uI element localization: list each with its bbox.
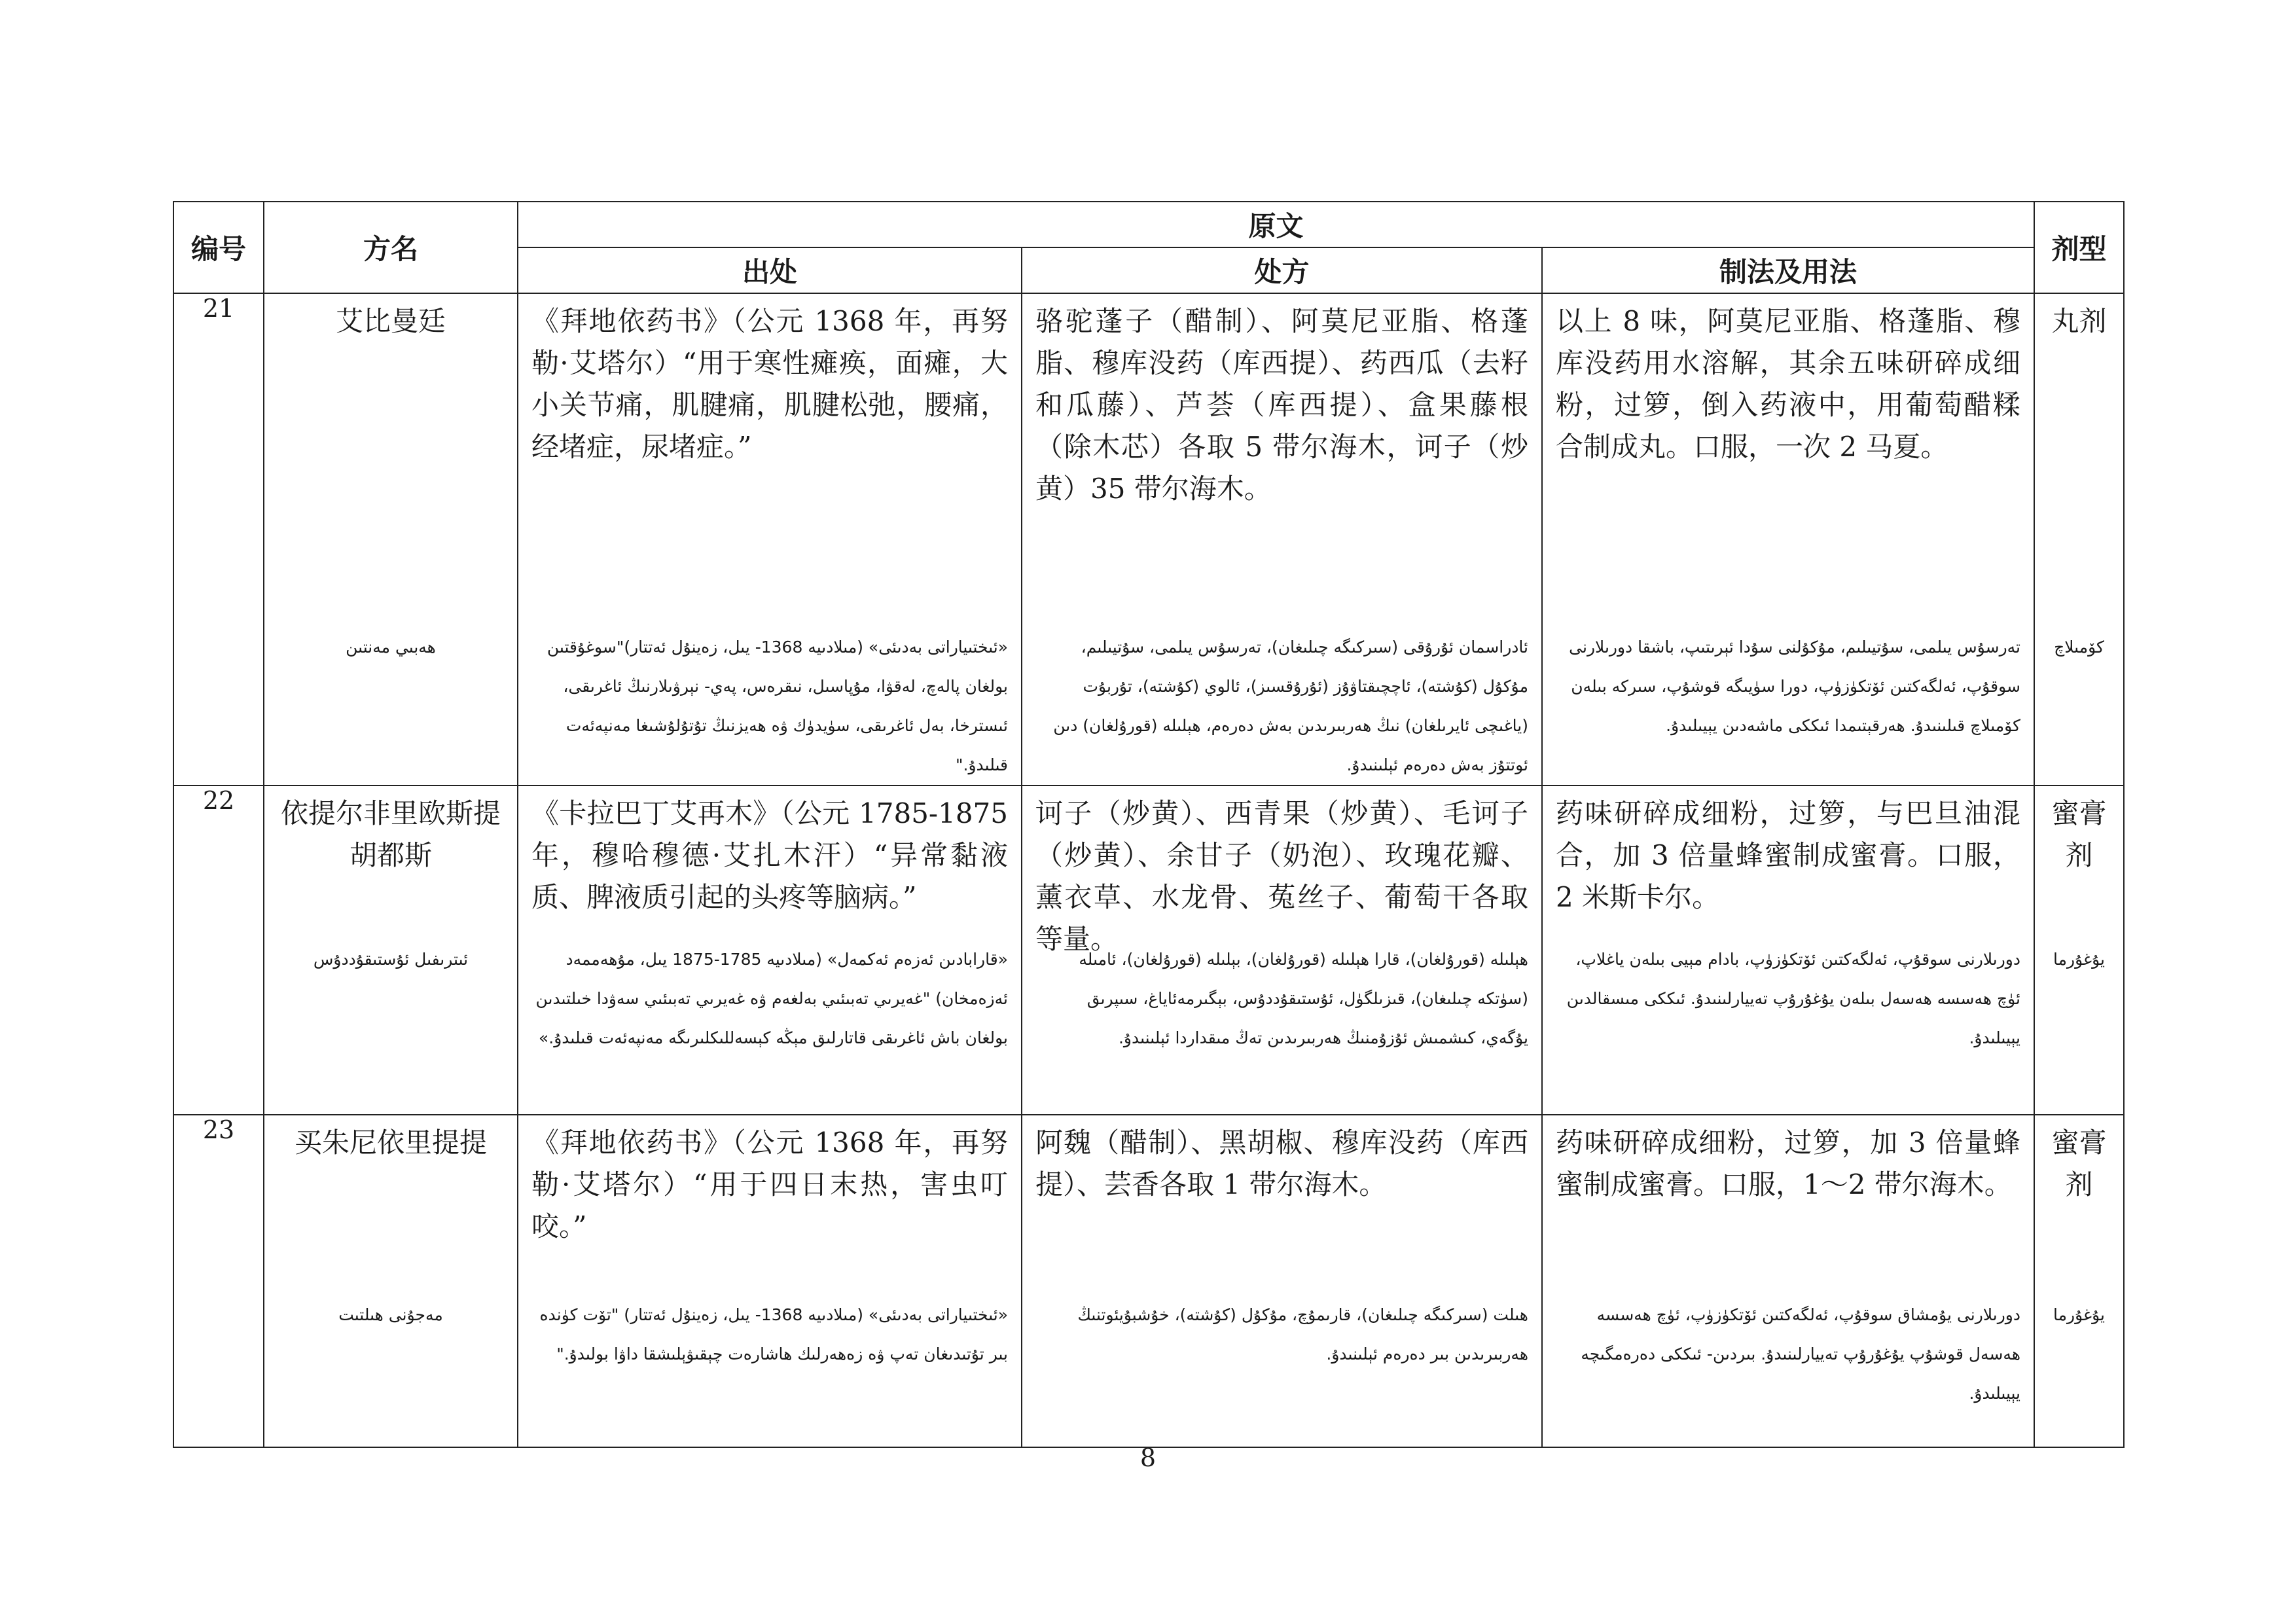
name-ug: ھەبىي مەنتىن [346, 638, 436, 657]
name-cn: 买朱尼依里提提 [294, 1127, 487, 1159]
form-cell [2034, 785, 2124, 1115]
header-name: 方名 [264, 202, 518, 293]
source-cn: 《拜地依药书》（公元 1368 年，再努勒·艾塔尔）“用于四日末热，害虫叮咬。” [531, 1127, 1008, 1242]
source-ug: «ئىختىياراتى بەدىئى» (مىلادىيە 1368- يىل، زەينۇل ئەتتار) "تۆت كۈندە بىر تۇتىدىغان تەپ ۋە زەھەرلىك ھاشارەت چېقىۋېلىشقا داۋا بولىدۇ." [539, 1305, 1008, 1363]
method-ug: دورىلارنى سوقۇپ، ئەلگەكتىن ئۆتكۈزۈپ، بادام مېيى بىلەن ياغلاپ، ئۈچ ھەسسە ھەسەل بىلەن يۇغۇرۇپ تەييارلىنىدۇ. ئىككى مىسقالدىن يېيىلىدۇ. [1566, 950, 2020, 1047]
header-prescription: 处方 [1022, 247, 1542, 293]
source-cell [518, 785, 1022, 1115]
source-ug: «قارابادىن ئەزەم ئەكمەل» (مىلادىيە 1785-1875 يىل، مۇھەممەد ئەزەمخان) "غەيرىي تەبىئىي بەلغەم ۋە غەيرىي تەبىئىي سەۋدا خىلتىدىن بولغان باش ئاغرىقى قاتارلىق مېڭە كېسەللىكلىرىگە مەنپەئەت قىلىدۇ.» [535, 950, 1008, 1047]
header-source: 出处 [518, 247, 1022, 293]
form-cn: 蜜膏剂 [2051, 1127, 2107, 1200]
row-number: 23 [173, 1115, 264, 1447]
row-number: 22 [173, 785, 264, 1115]
table-row [173, 785, 2124, 1115]
method-ug: دورىلارنى يۇمشاق سوقۇپ، ئەلگەكتىن ئۆتكۈزۈپ، ئۈچ ھەسسە ھەسەل قوشۇپ يۇغۇرۇپ تەييارلىنىدۇ. بىردىن- ئىككى دەرەمگىچە يېيىلىدۇ. [1581, 1305, 2020, 1403]
method-cn: 药味研碎成细粉，过箩，加 3 倍量蜂蜜制成蜜膏。口服，1～2 带尔海木。 [1556, 1127, 2020, 1200]
form-ug: كۆمىلاچ [2054, 638, 2104, 657]
name-cn: 依提尔非里欧斯提胡都斯 [280, 797, 501, 871]
prescription-ug: ھېلىلە (قورۇلغان)، قارا ھېلىلە (قورۇلغان)، بېلىلە (قورۇلغان)، ئامىلە (سۈتكە چىلىغان)، قىزىلگۈل، ئۇستىقۇددۇس، بېگىرمەئاياغ، سىپرىق يۇگەي، كىشمىش ئۇزۇمنىڭ ھەربىرىدىن تەڭ مىقداردا ئېلىنىدۇ. [1079, 950, 1528, 1047]
source-cell [518, 1115, 1022, 1447]
method-cn: 药味研碎成细粉，过箩，与巴旦油混合，加 3 倍量蜂蜜制成蜜膏。口服，2 米斯卡尔。 [1556, 797, 2020, 913]
name-cell [264, 1115, 518, 1447]
method-cn: 以上 8 味，阿莫尼亚脂、格蓬脂、穆库没药用水溶解，其余五味研碎成细粉，过箩，倒入药液中，用葡萄醋糅合制成丸。口服，一次 2 马夏。 [1556, 305, 2020, 463]
name-ug: مەجۇنى ھىلتىت [338, 1305, 443, 1324]
prescription-ug: ھىلت (سىركىگە چىلىغان)، قارىمۇچ، مۇكۇل (كۇشتە)، خۇشبۇيئوتنىڭ ھەربىرىدىن بىر دەرەم ئېلىنىدۇ. [1077, 1305, 1528, 1363]
source-ug: «ئىختىياراتى بەدىئى» (مىلادىيە 1368- يىل، زەينۇل ئەتتار)"سوغۇقتىن بولغان پالەچ، لەقۋا، مۇپاسىل، نىقرەس، پەي- نېرۋىلارنىڭ ئاغرىقى، ئىسترخا، بەل ئاغرىقى، سۈيدۈك ۋە ھەيزنىڭ تۇتۇلۇشىغا مەنپەئەت قىلىدۇ." [547, 638, 1008, 774]
method-cell [1542, 1115, 2034, 1447]
source-cn: 《卡拉巴丁艾再木》（公元 1785-1875 年，穆哈穆德·艾扎木汗）“异常黏液质、脾液质引起的头疼等脑病。” [531, 797, 1008, 913]
header-original: 原文 [518, 202, 2034, 247]
name-cell [264, 785, 518, 1115]
name-ug: ئىترىفىل ئۇستىقۇددۇس [313, 950, 469, 969]
method-ug: تەرسۇس يىلمى، سۇتيىلىم، مۇكۇلنى سۇدا ئېرىتىپ، باشقا دورىلارنى سوقۇپ، ئەلگەكتىن ئۆتكۈزۈپ، دورا سۈيىگە قوشۇپ، سىركە بىلەن كۆمىلاچ قىلىنىدۇ. ھەرقېتىمدا ئىككى ماشەدىن يېيىلىدۇ. [1569, 638, 2020, 735]
source-cn: 《拜地依药书》（公元 1368 年，再努勒·艾塔尔）“用于寒性瘫痪，面瘫，大小关节痛，肌腱痛，肌腱松弛，腰痛，经堵症，尿堵症。” [531, 305, 1008, 463]
prescription-ug: ئادراسمان ئۇرۇقى (سىركىگە چىلىغان)، تەرسۇس يىلمى، سۇتيىلىم، مۇكۇل (كۇشتە)، ئاچچىقتاۋۇز (ئۇرۇقسىز)، ئالوي (كۇشتە)، تۇربۇت (ياغىچى ئايرىلغان) نىڭ ھەربىرىدىن بەش دەرەم، ھېلىلە (قورۇلغان) دىن ئوتتۇز بەش دەرەم ئېلىنىدۇ. [1053, 638, 1528, 774]
table-row [173, 1115, 2124, 1447]
form-ug: يۇغۇرما [2053, 1305, 2105, 1324]
name-cell [264, 293, 518, 785]
prescription-cell [1022, 1115, 1542, 1447]
prescription-cn: 骆驼蓬子（醋制）、阿莫尼亚脂、格蓬脂、穆库没药（库西提）、药西瓜（去籽和瓜藤）、芦荟（库西提）、盒果藤根（除木芯）各取 5 带尔海木，诃子（炒黄）35 带尔海木。 [1035, 305, 1528, 505]
page-number: 8 [1139, 1443, 1157, 1472]
method-cell [1542, 785, 2034, 1115]
name-cn: 艾比曼廷 [335, 305, 446, 337]
prescription-table [173, 201, 2125, 1448]
header-number: 编号 [173, 202, 264, 293]
header-method: 制法及用法 [1542, 247, 2034, 293]
prescription-cell [1022, 293, 1542, 785]
source-cell [518, 293, 1022, 785]
row-number: 21 [173, 293, 264, 785]
prescription-cell [1022, 785, 1542, 1115]
form-ug: يۇغۇرما [2053, 950, 2105, 969]
prescription-cn: 阿魏（醋制）、黑胡椒、穆库没药（库西提）、芸香各取 1 带尔海木。 [1035, 1127, 1528, 1200]
header-form: 剂型 [2034, 202, 2124, 293]
form-cell [2034, 293, 2124, 785]
form-cn: 蜜膏剂 [2051, 797, 2107, 871]
table-row [173, 293, 2124, 785]
form-cn: 丸剂 [2051, 305, 2107, 337]
form-cell [2034, 1115, 2124, 1447]
method-cell [1542, 293, 2034, 785]
prescription-cn: 诃子（炒黄）、西青果（炒黄）、毛诃子（炒黄）、余甘子（奶泡）、玫瑰花瓣、薰衣草、水龙骨、菟丝子、葡萄干各取等量。 [1035, 797, 1528, 955]
